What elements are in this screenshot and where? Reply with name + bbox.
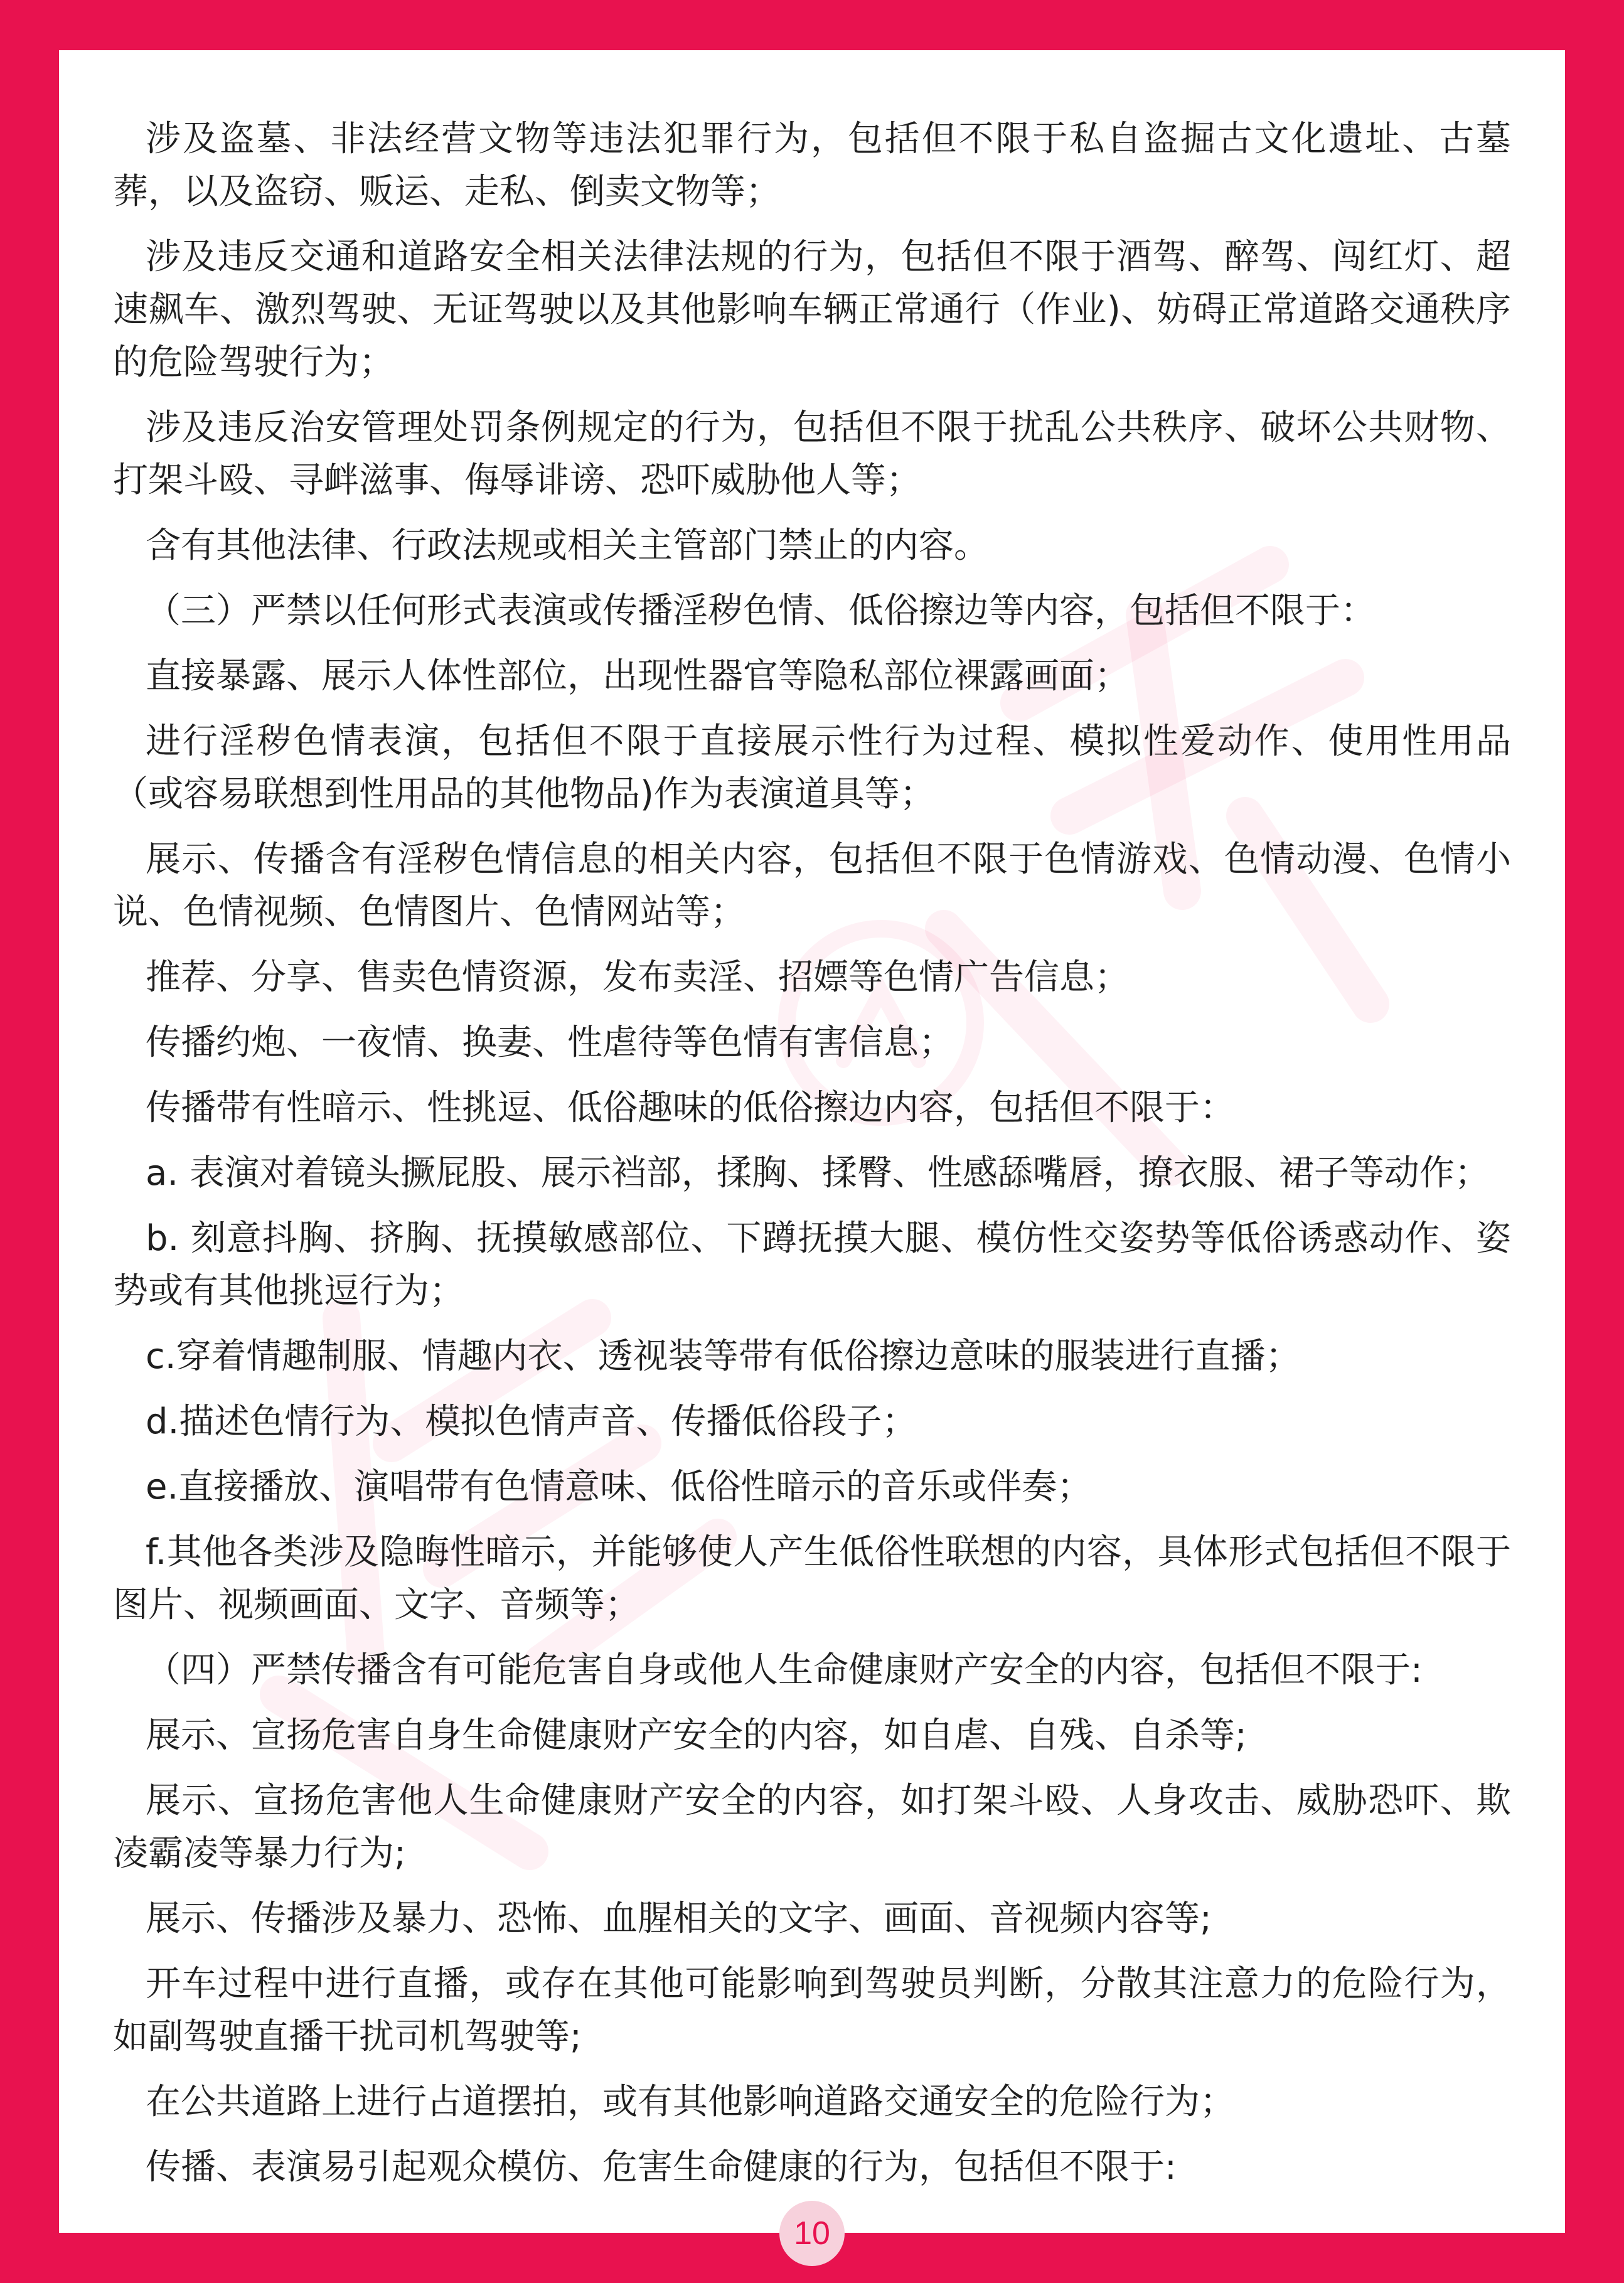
paragraph: 传播约炮、一夜情、换妻、性虐待等色情有害信息； — [146, 1022, 954, 1063]
paragraph: 在公共道路上进行占道摆拍，或有其他影响道路交通安全的危险行为； — [146, 2082, 1235, 2122]
paragraph: 涉及违反治安管理处罚条例规定的行为，包括但不限于扰乱公共秩序、破坏公共财物、打架斗殴、寻衅滋事、侮辱诽谤、恐吓威胁他人等； — [113, 407, 1511, 501]
list-item: b. 刻意抖胸、挤胸、抚摸敏感部位、下蹲抚摸大腿、模仿性交姿势等低俗诱惑动作、姿势或有其他挑逗行为； — [113, 1218, 1511, 1312]
paragraph: 展示、宣扬危害自身生命健康财产安全的内容，如自虐、自残、自杀等; — [146, 1715, 1247, 1756]
paragraph: 传播、表演易引起观众模仿、危害生命健康的行为，包括但不限于: — [146, 2147, 1177, 2188]
paragraph: 展示、宣扬危害他人生命健康财产安全的内容，如打架斗殴、人身攻击、威胁恐吓、欺凌霸凌等暴力行为; — [113, 1780, 1511, 1874]
paragraph: 传播带有性暗示、性挑逗、低俗趣味的低俗擦边内容，包括但不限于： — [146, 1088, 1235, 1128]
document-body — [113, 113, 1511, 2206]
paragraph: 涉及违反交通和道路安全相关法律法规的行为，包括但不限于酒驾、醉驾、闯红灯、超速飙车、激烈驾驶、无证驾驶以及其他影响车辆正常通行（作业)、妨碍正常道路交通秩序的危险驾驶行为； — [113, 237, 1511, 383]
list-item: c.穿着情趣制服、情趣内衣、透视装等带有低俗擦边意味的服装进行直播； — [146, 1336, 1301, 1377]
list-item: f.其他各类涉及隐晦性暗示，并能够使人产生低俗性联想的内容，具体形式包括但不限于图片、视频画面、文字、音频等； — [113, 1532, 1511, 1625]
paragraph: 开车过程中进行直播，或存在其他可能影响到驾驶员判断，分散其注意力的危险行为，如副驾驶直播干扰司机驾驶等; — [113, 1964, 1511, 2057]
section-heading: （四）严禁传播含有可能危害自身或他人生命健康财产安全的内容，包括但不限于: — [146, 1650, 1423, 1691]
list-item: e.直接播放、演唱带有色情意味、低俗性暗示的音乐或伴奏； — [146, 1467, 1092, 1507]
paragraph: 进行淫秽色情表演，包括但不限于直接展示性行为过程、模拟性爱动作、使用性用品（或容易联想到性用品的其他物品)作为表演道具等； — [113, 721, 1511, 815]
section-heading: （三）严禁以任何形式表演或传播淫秽色情、低俗擦边等内容，包括但不限于： — [146, 591, 1376, 631]
document-page — [59, 50, 1565, 2233]
paragraph: 展示、传播涉及暴力、恐怖、血腥相关的文字、画面、音视频内容等; — [146, 1898, 1212, 1939]
paragraph: 推荐、分享、售卖色情资源，发布卖淫、招嫖等色情广告信息； — [146, 957, 1130, 998]
list-item: a. 表演对着镜头撅屁股、展示裆部，揉胸、揉臀、性感舔嘴唇，撩衣服、裙子等动作； — [146, 1153, 1490, 1194]
paragraph: 含有其他法律、行政法规或相关主管部门禁止的内容。 — [146, 525, 989, 566]
paragraph: 直接暴露、展示人体性部位，出现性器官等隐私部位裸露画面； — [146, 656, 1130, 697]
list-item: d.描述色情行为、模拟色情声音、传播低俗段子； — [146, 1401, 917, 1442]
paragraph: 涉及盗墓、非法经营文物等违法犯罪行为，包括但不限于私自盗掘古文化遗址、古墓葬，以及盗窃、贩运、走私、倒卖文物等； — [113, 119, 1511, 212]
paragraph: 展示、传播含有淫秽色情信息的相关内容，包括但不限于色情游戏、色情动漫、色情小说、色情视频、色情图片、色情网站等； — [113, 839, 1511, 933]
page-number-badge: 10 — [779, 2201, 845, 2266]
